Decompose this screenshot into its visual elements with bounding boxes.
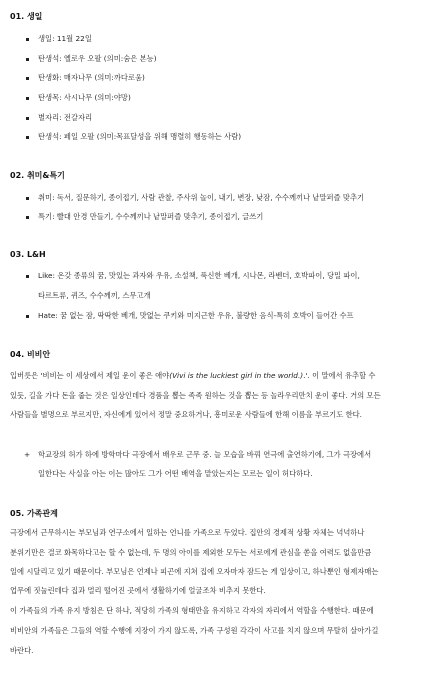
list-item-hate: Hate: 꿈 없는 잠, 딱딱한 베개, 맛없는 쿠키와 미지근한 우유, 불량한 음식-특히 호박이 들어간 수프 [38, 311, 354, 320]
list-item-like: Like: 온갖 종류의 꿈, 맛있는 과자와 우유, 소설책, 푹신한 베개, 시나몬, 라벤더, 호박파이, 당밀 파이, [38, 271, 360, 280]
note-line: 학교장의 허가 하에 방학마다 극장에서 배우로 근무 중. 늘 모습을 바꿔 연극에 출연하기에, 그가 극장에서 [38, 450, 372, 459]
paragraph-text: .'. 이 말에서 유추할 수 [303, 371, 376, 380]
list-item: 탄생화: 매자나무 (의미:까다로움) [38, 73, 145, 82]
list-item: 별자리: 전갈자리 [38, 113, 93, 122]
section-heading-birthday: 01. 생일 [10, 12, 43, 21]
list-item: 특기: 빨대 안경 만들기, 수수께끼나 낱말퍼즐 맞추기, 종이접기, 글쓰기 [38, 212, 264, 221]
paragraph-line [10, 371, 375, 380]
list-item: 생일: 11월 22일 [38, 34, 92, 43]
paragraph-text: 입버릇은 '비비는 이 세상에서 제일 운이 좋은 애야 [10, 371, 170, 380]
paragraph-english-quote: (Vivi is the luckiest girl in the world.) [169, 371, 304, 380]
paragraph-line: 있듯, 길을 가다 돈을 줍는 것은 일상인데다 경품을 뽑는 족족 원하는 것을 뽑는 등 놀라우리만치 운이 좋다. 거의 모든 [10, 391, 381, 400]
section-heading-like-hate: 03. L&H [10, 250, 46, 259]
note-line: 일한다는 사실을 아는 이는 많아도 그가 어떤 배역을 맡았는지는 모르는 일이 허다하다. [38, 469, 313, 478]
list-item-like-continuation: 타르트류, 퀴즈, 수수께끼, 스무고개 [38, 291, 151, 300]
list-item: 탄생석: 옐로우 오팔 (의미:숨은 본능) [38, 54, 157, 63]
paragraph-line: 사람들을 별명으로 부르지만, 자신에게 있어서 정말 중요하거나, 흥미로운 사람들에 한해 이름을 부르기도 한다. [10, 410, 362, 419]
paragraph-line: 업무에 짓눌린데다 집과 멀리 떨어진 곳에서 생활하기에 얼굴조차 비추지 못한다. [10, 586, 266, 595]
list-item: 탄생석: 페일 오팔 (의미:목표달성을 위해 맹렬히 행동하는 사람) [38, 132, 242, 141]
list-item: 탄생목: 사시나무 (의미:야망) [38, 93, 131, 102]
paragraph-line: 바란다. [10, 646, 34, 655]
paragraph-line: 극장에서 근무하시는 부모님과 연구소에서 일하는 언니를 가족으로 두었다. 집안의 경제적 상황 자체는 넉넉하나 [10, 528, 365, 537]
paragraph-line: 이 가족들의 가족 유지 방침은 단 하나, 적당히 가족의 형태만을 유지하고 각자의 자리에서 역할을 수행한다. 때문에 [10, 606, 374, 615]
paragraph-line: 비비안의 가족들은 그들의 역할 수행에 지장이 가지 않도록, 가족 구성원 각각이 사고를 치지 않으며 무탈히 살아가길 [10, 626, 379, 635]
paragraph-line: 일에 시달리고 있기 때문이다. 부모님은 언제나 피곤에 지쳐 집에 오자마자 잠드는 게 일상이고, 하나뿐인 형제자매는 [10, 567, 379, 576]
paragraph-line: 분위기만은 결코 화목하다고는 할 수 없는데, 두 명의 아이를 제외한 모두는 서로에게 관심을 쏟을 여력도 없을만큼 [10, 548, 372, 557]
list-item: 취미: 독서, 질문하기, 종이접기, 사람 관찰, 주사위 놀이, 내기, 변장, 낮잠, 수수께끼나 낱말퍼즐 맞추기 [38, 193, 365, 202]
section-heading-vivian: 04. 비비안 [10, 350, 51, 359]
plus-bullet-icon: + [24, 450, 31, 459]
section-heading-hobbies: 02. 취미&특기 [10, 171, 65, 180]
section-heading-family: 05. 가족관계 [10, 509, 58, 518]
